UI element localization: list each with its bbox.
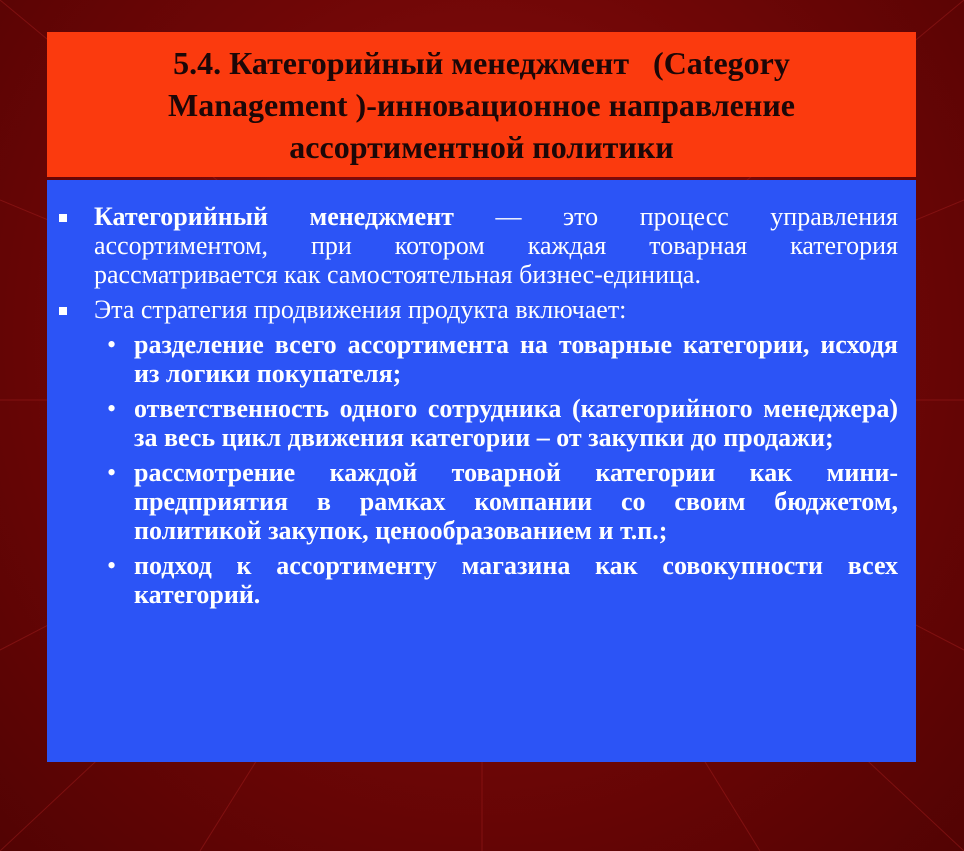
sub-item-text: подход к ассортименту магазина как совокупности всех категорий. bbox=[134, 551, 898, 609]
sub-item-2 bbox=[57, 394, 898, 452]
sub-item-3 bbox=[57, 458, 898, 545]
bullet-strategy bbox=[57, 295, 898, 324]
strategy-intro-text: Эта стратегия продвижения продукта включает: bbox=[94, 295, 627, 324]
title-line-1: 5.4. Категорийный менеджмент (Category bbox=[173, 44, 790, 81]
sub-item-4 bbox=[57, 551, 898, 609]
title-line-2: Management )-инновационное направление bbox=[168, 86, 795, 123]
slide-title bbox=[47, 32, 916, 177]
term-label: Категорийный менеджмент bbox=[94, 202, 454, 231]
square-bullet-icon bbox=[59, 307, 67, 315]
dot-bullet-icon: • bbox=[107, 551, 117, 580]
definition-text: — это процесс управления ассортиментом, при котором каждая товарная категория рассматривается как самостоятельная бизнес-единица. bbox=[94, 202, 898, 289]
title-line-3: ассортиментной политики bbox=[289, 128, 674, 165]
sub-item-text: разделение всего ассортимента на товарные категории, исходя из логики покупателя; bbox=[134, 330, 898, 388]
sub-item-text: рассмотрение каждой товарной категории как мини-предприятия в рамках компании со своим бюджетом, политикой закупок, ценообразованием и т.п.; bbox=[134, 458, 898, 545]
dot-bullet-icon: • bbox=[107, 458, 117, 487]
sub-item-text: ответственность одного сотрудника (категорийного менеджера) за весь цикл движения категории – от закупки до продажи; bbox=[134, 394, 898, 452]
dot-bullet-icon: • bbox=[107, 394, 117, 423]
square-bullet-icon bbox=[59, 214, 67, 222]
dot-bullet-icon: • bbox=[107, 330, 117, 359]
content-panel bbox=[47, 180, 916, 762]
bullet-definition bbox=[57, 202, 898, 289]
sub-item-1 bbox=[57, 330, 898, 388]
